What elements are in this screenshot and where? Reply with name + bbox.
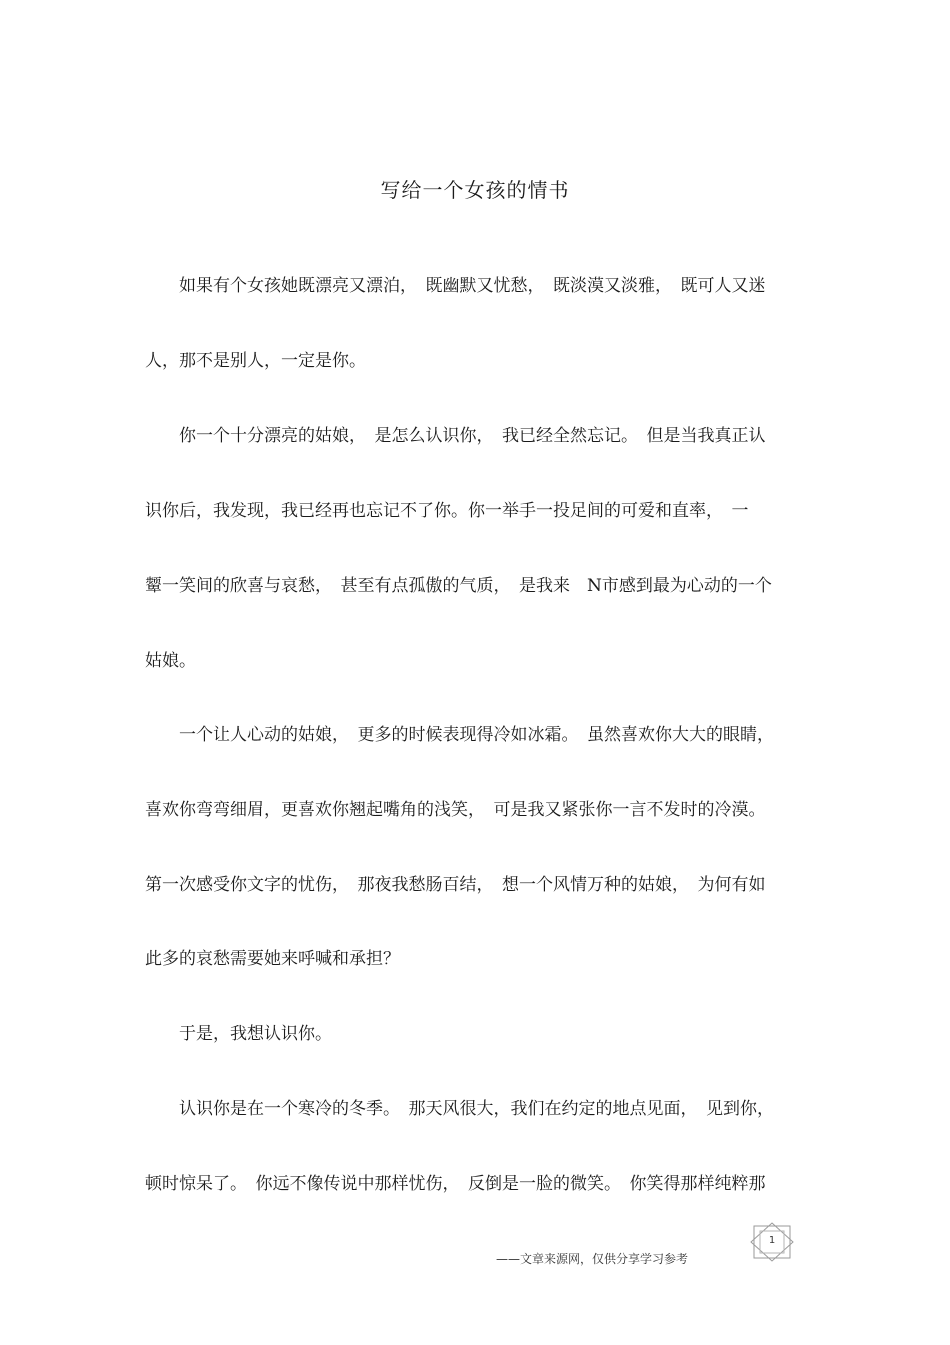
- body-line: 顿时惊呆了。 你远不像传说中那样忧伤， 反倒是一脸的微笑。 你笑得那样纯粹那: [145, 1174, 766, 1194]
- body-line: 你一个十分漂亮的姑娘， 是怎么认识你， 我已经全然忘记。 但是当我真正认: [145, 426, 766, 446]
- body-line: 于是，我想认识你。: [145, 1024, 332, 1044]
- body-line: 喜欢你弯弯细眉，更喜欢你翘起嘴角的浅笑， 可是我又紧张你一言不发时的冷漠。: [145, 800, 766, 820]
- body-line: 识你后，我发现，我已经再也忘记不了你。你一举手一投足间的可爱和直率， 一: [145, 501, 749, 521]
- body-line: 第一次感受你文字的忧伤， 那夜我愁肠百结， 想一个风情万种的姑娘， 为何有如: [145, 875, 766, 895]
- body-line: 人，那不是别人，一定是你。: [145, 351, 366, 371]
- body-line: 姑娘。: [145, 651, 196, 671]
- document-title: 写给一个女孩的情书: [380, 178, 570, 202]
- footer-note: ——文章来源网，仅供分享学习参考: [496, 1252, 689, 1266]
- page-number: 1: [768, 1235, 776, 1246]
- body-line: 一个让人心动的姑娘， 更多的时候表现得冷如冰霜。 虽然喜欢你大大的眼睛，: [145, 725, 774, 745]
- body-line: 如果有个女孩她既漂亮又漂泊， 既幽默又忧愁， 既淡漠又淡雅， 既可人又迷: [145, 276, 766, 296]
- body-line: 认识你是在一个寒冷的冬季。 那天风很大，我们在约定的地点见面， 见到你，: [145, 1099, 774, 1119]
- body-line: 此多的哀愁需要她来呼喊和承担？: [145, 949, 400, 969]
- page-number-badge: [748, 1222, 796, 1262]
- body-line: 颦一笑间的欣喜与哀愁， 甚至有点孤傲的气质， 是我来 N市感到最为心动的一个: [145, 576, 772, 596]
